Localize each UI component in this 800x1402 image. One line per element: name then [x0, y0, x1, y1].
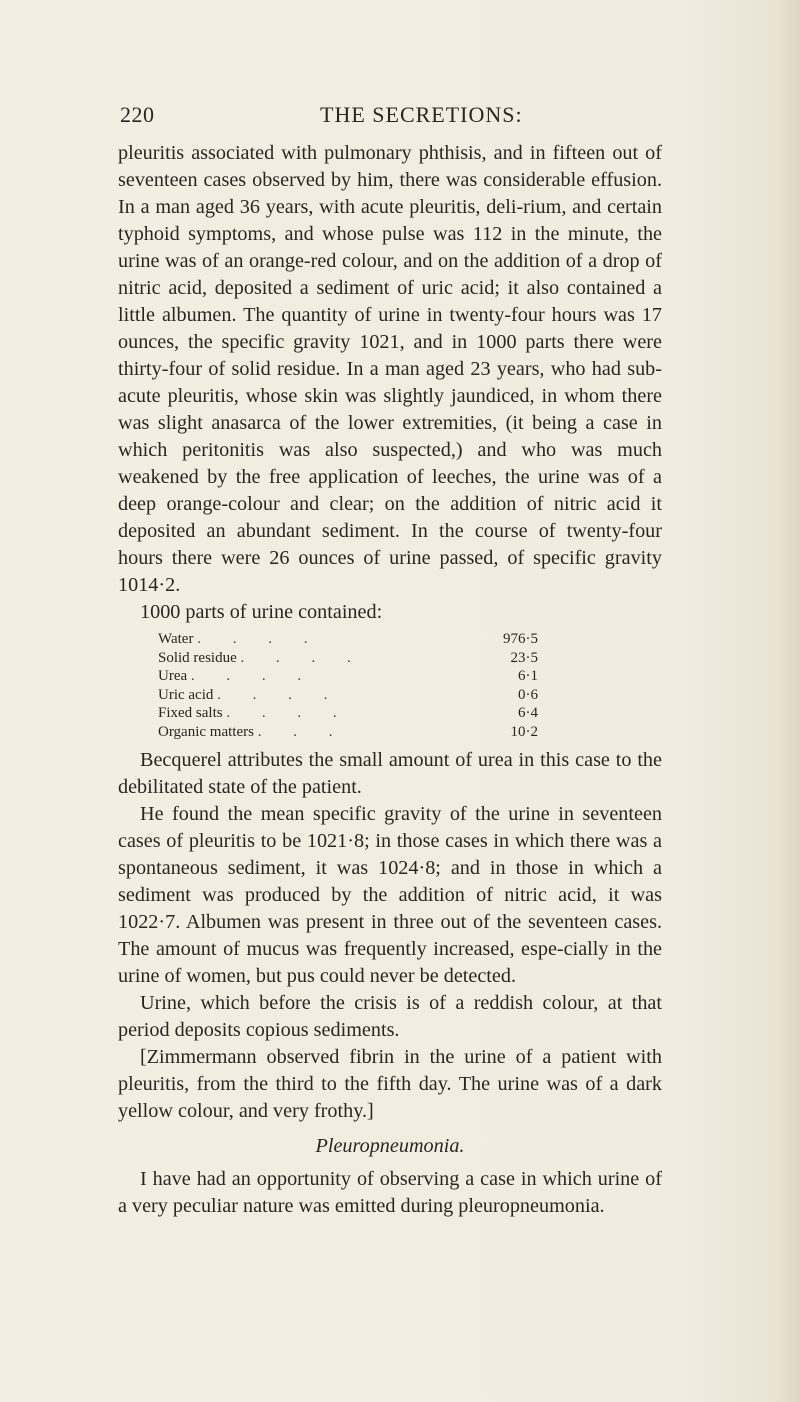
- paragraph-crisis: Urine, which before the crisis is of a reddish colour, at that period deposits copious sediments.: [118, 992, 662, 1041]
- page-number: 220: [120, 102, 155, 127]
- row-value: 6·4: [518, 705, 538, 721]
- row-value: 976·5: [503, 631, 538, 647]
- table-row: [158, 723, 538, 742]
- row-label: Urea: [158, 668, 188, 684]
- paragraph-specific-gravity: He found the mean specific gravity of the urine in seventeen cases of pleuritis to be 1021·8; in those cases in which there was a spontaneous sediment, it was 1024·8; and in those in which a sediment was produced by the addition of nitric acid, it was 1022·7. Albumen was present in three out of the seventeen cases. The amount of mucus was frequently increased, espe-cially in the urine of women, but pus could never be detected.: [118, 803, 662, 987]
- row-label: Organic matters: [158, 723, 254, 740]
- row-value: 6·1: [518, 668, 538, 684]
- leader-dots: . . . .: [226, 705, 351, 721]
- paragraph-pleuritis-cases: pleuritis associated with pulmonary phthisis, and in fifteen out of seventeen cases observed by him, there was considerable effusion. In a man aged 36 years, with acute pleuritis, deli-rium, and certain typhoid symptoms, and whose pulse was 112 in the minute, the urine was of an orange-red colour, and on the addition of a drop of nitric acid, deposited a sediment of uric acid; it also contained a little albumen. The quantity of urine in twenty-four hours was 17 ounces, the specific gravity 1021, and in 1000 parts there were thirty-four of solid residue. In a man aged 23 years, who had sub-acute pleuritis, whose skin was slightly jaundiced, in whom there was slight anasarca of the lower extremities, (it being a case in which peritonitis was also suspected,) and who was much weakened by the free application of leeches, the urine was of a deep orange-colour and clear; on the addition of nitric acid it deposited an abundant sediment. In the course of twenty-four hours there were 26 ounces of urine passed, of specific gravity 1014·2.: [118, 142, 662, 596]
- paragraph-pleuropneumonia: I have had an opportunity of observing a case in which urine of a very peculiar nature was emitted during pleuropneumonia.: [118, 1168, 662, 1217]
- leader-dots: . . .: [257, 723, 347, 740]
- row-value: 23·5: [510, 649, 538, 666]
- table-intro: 1000 parts of urine contained:: [140, 601, 383, 623]
- row-label: Fixed salts: [158, 705, 223, 721]
- row-label: Water: [158, 631, 194, 647]
- paragraph-zimmermann: [Zimmermann observed fibrin in the urine of a patient with pleuritis, from the third to the fifth day. The urine was of a dark yellow colour, and very frothy.]: [118, 1046, 662, 1122]
- row-label: Uric acid: [158, 686, 214, 703]
- table-row: [158, 667, 538, 686]
- running-head: THE SECRETIONS:: [320, 102, 523, 127]
- paragraph-becquerel: Becquerel attributes the small amount of urea in this case to the debilitated state of the patient.: [118, 749, 662, 798]
- row-value: 0·6: [518, 686, 538, 703]
- leader-dots: . . . .: [217, 686, 342, 703]
- leader-dots: . . . .: [197, 631, 322, 647]
- page-header: [120, 102, 660, 132]
- table-row: [158, 649, 538, 668]
- leader-dots: . . . .: [190, 668, 316, 684]
- section-title: Pleuropneumonia.: [315, 1135, 465, 1157]
- leader-dots: . . . .: [240, 649, 365, 666]
- row-value: 10·2: [510, 723, 538, 740]
- page-body: [118, 140, 662, 1220]
- urine-analysis-table: [158, 630, 538, 741]
- table-row: [158, 686, 538, 705]
- table-row: [158, 630, 538, 649]
- table-row: [158, 704, 538, 723]
- row-label: Solid residue: [158, 649, 237, 666]
